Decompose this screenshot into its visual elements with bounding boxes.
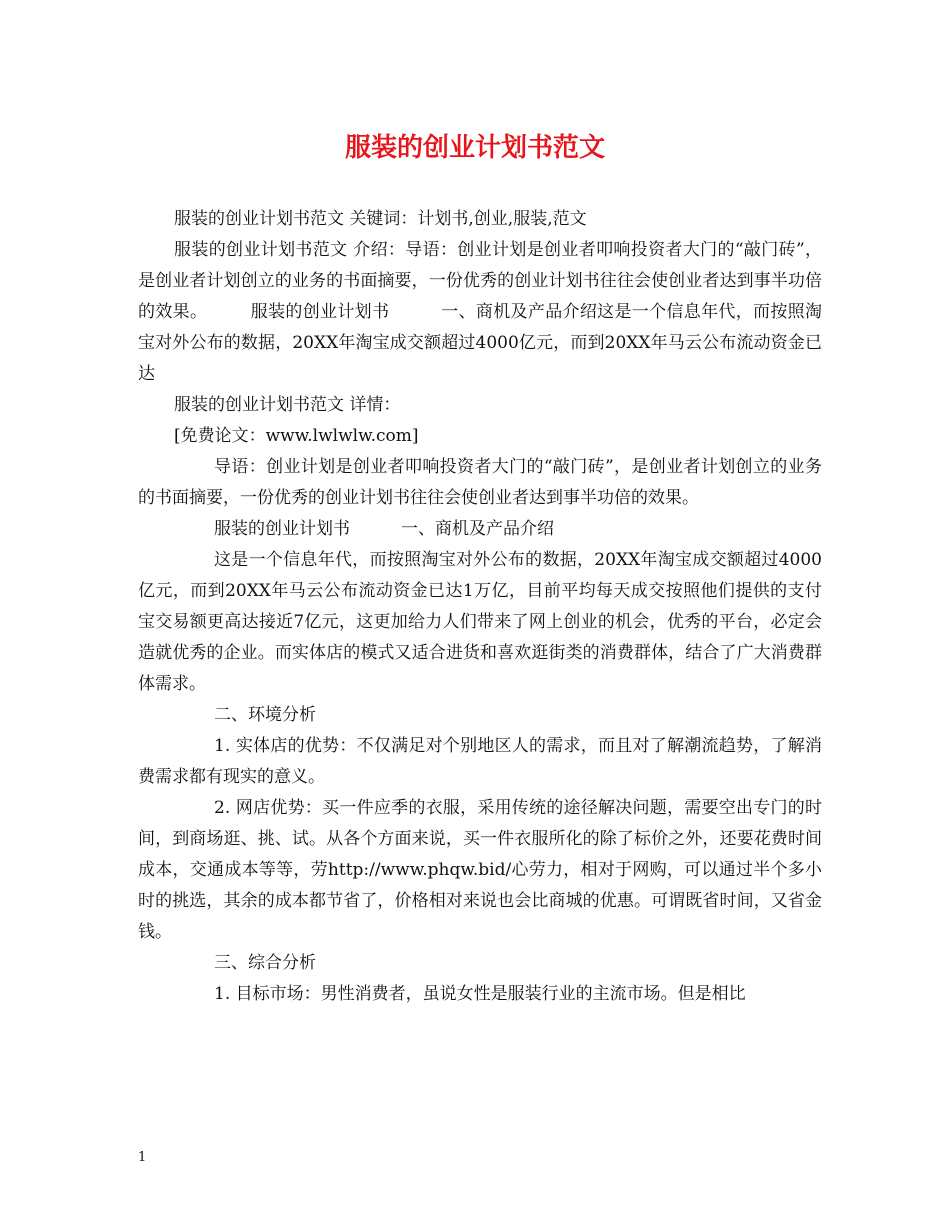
keywords-paragraph: 服装的创业计划书范文 关键词：计划书,创业,服装,范文 — [174, 209, 587, 229]
environment-item-1: 1. 实体店的优势：不仅满足对个别地区人的需求，而且对了解潮流趋势，了解消费需求都有现实的意义。 — [138, 736, 822, 787]
document-title: 服装的创业计划书范文 — [344, 133, 605, 163]
source-link-text: [免费论文：www.lwlwlw.com] — [174, 426, 419, 446]
section-heading-environment: 二、环境分析 — [214, 705, 316, 725]
opportunity-paragraph: 这是一个信息年代，而按照淘宝对外公布的数据，20XX年淘宝成交额超过4000亿元，而到20XX年马云公布流动资金已达1万亿，目前平均每天成交按照他们提供的支付宝交易额更高达接近7亿元，这更加给力人们带来了网上创业的机会，优秀的平台，必定会造就优秀的企业。而实体店的模式又适合进货和喜欢逛街类的消费群体，结合了广大消费群体需求。 — [138, 550, 822, 694]
intro-paragraph: 服装的创业计划书范文 介绍：导语：创业计划是创业者叩响投资者大门的“敲门砖”，是创业者计划创立的业务的书面摘要，一份优秀的创业计划书往往会使创业者达到事半功倍的效果。 服装的创业计划书 一、商机及产品介绍这是一个信息年代，而按照淘宝对外公布的数据，20XX年淘宝成交额超过4000亿元，而到20XX年马云公布流动资金已达 — [138, 240, 822, 384]
section-heading-opportunity: 服装的创业计划书 一、商机及产品介绍 — [214, 519, 554, 539]
analysis-item-1: 1. 目标市场：男性消费者，虽说女性是服装行业的主流市场。但是相比 — [214, 984, 746, 1004]
document-body — [138, 204, 822, 1010]
section-heading-analysis: 三、综合分析 — [214, 953, 316, 973]
environment-item-2: 2. 网店优势：买一件应季的衣服，采用传统的途径解决问题，需要空出专门的时间，到商场逛、挑、试。从各个方面来说，买一件衣服所化的除了标价之外，还要花费时间成本，交通成本等等，劳http://www.phqw.bid/心劳力，相对于网购，可以通过半个多小时的挑选，其余的成本都节省了，价格相对来说也会比商城的优惠。可谓既省时间，又省金钱。 — [138, 798, 822, 942]
lead-paragraph: 导语：创业计划是创业者叩响投资者大门的“敲门砖”，是创业者计划创立的业务的书面摘要，一份优秀的创业计划书往往会使创业者达到事半功倍的效果。 — [138, 457, 822, 508]
details-label: 服装的创业计划书范文 详情： — [174, 395, 401, 415]
page-number: 1 — [138, 1150, 147, 1165]
